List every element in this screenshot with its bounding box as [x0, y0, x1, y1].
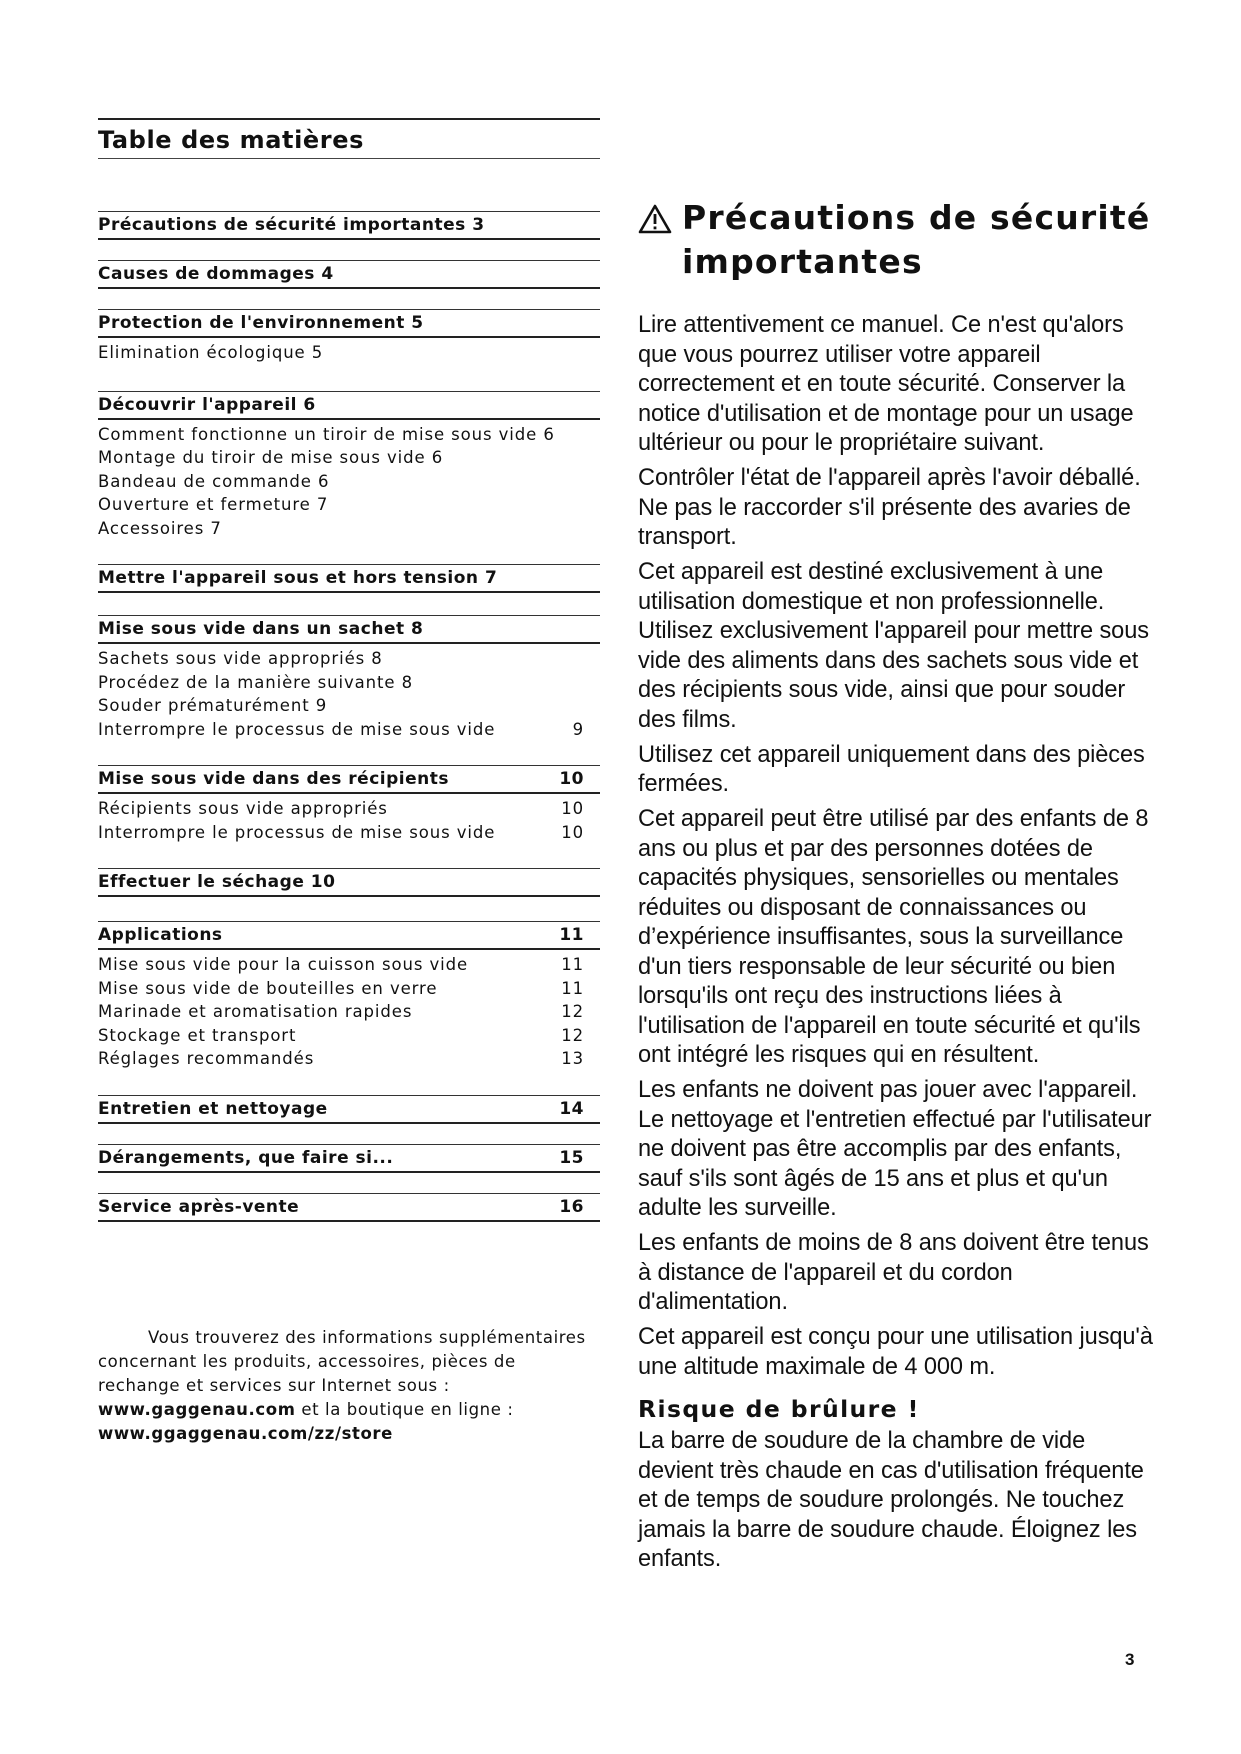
toc-section-heading[interactable]	[98, 392, 600, 420]
toc-section-title: Entretien et nettoyage	[98, 1098, 328, 1119]
toc-item-title: Récipients sous vide appropriés	[98, 799, 388, 818]
toc-section-title: Précautions de sécurité importantes 3	[98, 215, 485, 235]
toc-item-title: Comment fonctionne un tiroir de mise sous vide 6	[98, 424, 555, 444]
toc-section-page: 10	[559, 769, 584, 789]
body-paragraph: Cet appareil est conçu pour une utilisation jusqu'à une altitude maximale de 4 000 m.	[638, 1324, 1153, 1380]
body-paragraph: Cet appareil peut être utilisé par des enfants de 8 ans ou plus et par des personnes dotées de capacités physiques, sensorielles ou mentales réduites ou disposant de connaissances ou d’expérience insuffisantes, sous la surveillance d'un tiers responsable de leur sécurité ou bien lorsqu'ils ont reçu des instructions liées à l'utilisation de l'appareil en toute sécurité et qu'ils ont intégré les risques qui en résultent.	[638, 806, 1149, 1068]
safety-body	[638, 311, 1158, 1580]
toc-item[interactable]	[98, 517, 600, 541]
toc-section	[98, 564, 600, 593]
toc-item-title: Réglages recommandés	[98, 1049, 315, 1068]
toc-item-title: Interrompre le processus de mise sous vide	[98, 719, 496, 739]
toc-section-heading[interactable]	[98, 565, 600, 593]
section-heading	[638, 196, 1158, 284]
toc-item-title: Montage du tiroir de mise sous vide 6	[98, 448, 444, 467]
body-paragraph: Lire attentivement ce manuel. Ce n'est qu'alors que vous pourrez utiliser votre appareil correctement et en toute sécurité. Conserver la notice d'utilisation et de montage pour un usage ultérieur ou pour le propriétaire suivant.	[638, 312, 1134, 456]
toc-section-title: Protection de l'environnement 5	[98, 313, 424, 333]
toc-item-page: 11	[561, 978, 584, 998]
toc-section	[98, 765, 600, 844]
table-of-contents	[98, 211, 600, 1242]
toc-section	[98, 1095, 600, 1124]
toc-item-title: Elimination écologique 5	[98, 343, 324, 362]
toc-section-page: 15	[559, 1147, 584, 1168]
burn-risk-heading: Risque de brûlure !	[638, 1395, 920, 1423]
toc-subitems	[98, 794, 600, 844]
store-link[interactable]: www.ggaggenau.com/zz/store	[98, 1424, 393, 1443]
toc-section	[98, 615, 600, 741]
body-paragraph: Les enfants ne doivent pas jouer avec l'appareil. Le nettoyage et l'entretien effectué par l'utilisateur ne doivent pas être accomplis par des enfants, sauf s'ils sont âgés de 15 ans et plus et qu'un adulte les surveille.	[638, 1077, 1152, 1221]
toc-section	[98, 868, 600, 897]
toc-section-title: Découvrir l'appareil 6	[98, 394, 316, 415]
toc-item[interactable]	[98, 647, 600, 671]
toc-item-title: Accessoires 7	[98, 518, 222, 538]
toc-section-title: Mise sous vide dans des récipients	[98, 769, 449, 789]
toc-item[interactable]	[98, 446, 600, 470]
toc-subitems	[98, 644, 600, 741]
toc-item[interactable]	[98, 470, 600, 494]
toc-item-title: Bandeau de commande 6	[98, 471, 330, 491]
toc-section-title: Mettre l'appareil sous et hors tension 7	[98, 568, 498, 588]
toc-item[interactable]	[98, 821, 600, 845]
toc-item-page: 12	[561, 1002, 584, 1021]
toc-item-page: 10	[561, 822, 584, 842]
body-paragraph: Les enfants de moins de 8 ans doivent être tenus à distance de l'appareil et du cordon d'alimentation.	[638, 1230, 1149, 1315]
toc-item[interactable]	[98, 1024, 600, 1048]
toc-section-heading[interactable]	[98, 212, 600, 240]
toc-section-page: 11	[559, 925, 584, 945]
toc-section-title: Dérangements, que faire si...	[98, 1147, 394, 1168]
toc-section-title: Mise sous vide dans un sachet 8	[98, 619, 424, 639]
toc-section	[98, 260, 600, 289]
toc-item[interactable]	[98, 1047, 600, 1071]
toc-section-heading[interactable]	[98, 616, 600, 644]
toc-section-title: Applications	[98, 925, 223, 945]
toc-section-title: Causes de dommages 4	[98, 264, 334, 284]
body-paragraph: Cet appareil est destiné exclusivement à une utilisation domestique et non professionnelle. Utilisez exclusivement l'appareil pour mettre sous vide des aliments dans des sachets sous vide et des récipients sous vide, ainsi que pour souder des films.	[638, 559, 1149, 733]
toc-section	[98, 1144, 600, 1173]
toc-item[interactable]	[98, 493, 600, 517]
toc-section-page: 16	[559, 1196, 584, 1217]
toc-section	[98, 309, 600, 365]
toc-item-title: Souder prématurément 9	[98, 696, 328, 715]
toc-item[interactable]	[98, 977, 600, 1001]
toc-section-heading[interactable]	[98, 310, 600, 338]
toc-section-heading[interactable]	[98, 1096, 600, 1124]
toc-section-heading[interactable]	[98, 261, 600, 289]
toc-item-title: Interrompre le processus de mise sous vide	[98, 822, 496, 842]
section-heading-text: Précautions de sécurité importantes	[682, 198, 1151, 281]
toc-section	[98, 921, 600, 1071]
toc-item-page: 11	[561, 955, 584, 974]
toc-title: Table des matières	[98, 126, 364, 154]
toc-section	[98, 391, 600, 541]
toc-section-heading[interactable]	[98, 869, 600, 897]
body-paragraph: La barre de soudure de la chambre de vide devient très chaude en cas d'utilisation fréquente et de temps de soudure prolongés. Ne touchez jamais la barre de soudure chaude. Éloignez les enfants.	[638, 1428, 1144, 1572]
burn-risk-paragraphs	[638, 1427, 1158, 1575]
toc-subitems	[98, 338, 600, 365]
toc-item[interactable]	[98, 797, 600, 821]
toc-item[interactable]	[98, 1000, 600, 1024]
toc-section-page: 14	[559, 1098, 584, 1119]
toc-section-heading[interactable]	[98, 1194, 600, 1222]
toc-section-heading[interactable]	[98, 1145, 600, 1173]
toc-item-title: Ouverture et fermeture 7	[98, 495, 329, 514]
toc-header	[98, 118, 600, 159]
toc-section-heading[interactable]	[98, 922, 600, 950]
toc-item-title: Marinade et aromatisation rapides	[98, 1002, 413, 1021]
toc-item-page: 10	[561, 799, 584, 818]
toc-item-title: Mise sous vide pour la cuisson sous vide	[98, 955, 469, 974]
toc-section-title: Service après-vente	[98, 1196, 300, 1217]
toc-item[interactable]	[98, 423, 600, 447]
safety-paragraphs	[638, 311, 1158, 1382]
body-paragraph: Contrôler l'état de l'appareil après l'avoir déballé. Ne pas le raccorder s'il présente des avaries de transport.	[638, 465, 1141, 550]
toc-item-title: Stockage et transport	[98, 1025, 297, 1045]
page-number: 3	[1125, 1650, 1135, 1669]
info-text: Vous trouverez des informations supplémentaires concernant les produits, accessoires, pièces de rechange et services sur Internet sous :	[98, 1328, 586, 1395]
info-note	[98, 1326, 600, 1446]
toc-section	[98, 211, 600, 240]
toc-section-title: Effectuer le séchage 10	[98, 872, 336, 892]
toc-section-heading[interactable]	[98, 766, 600, 794]
toc-item-page: 9	[572, 719, 584, 739]
toc-item[interactable]	[98, 671, 600, 695]
toc-subitems	[98, 420, 600, 541]
body-paragraph: Utilisez cet appareil uniquement dans des pièces fermées.	[638, 741, 1145, 797]
toc-item[interactable]	[98, 694, 600, 718]
gaggenau-link[interactable]: www.gaggenau.com	[98, 1400, 296, 1419]
toc-item[interactable]	[98, 341, 600, 365]
toc-item-title: Procédez de la manière suivante 8	[98, 672, 413, 692]
toc-item-page: 13	[561, 1049, 584, 1068]
toc-section	[98, 1193, 600, 1222]
toc-subitems	[98, 950, 600, 1071]
toc-item-page: 12	[561, 1025, 584, 1045]
toc-item[interactable]	[98, 953, 600, 977]
toc-item-title: Sachets sous vide appropriés 8	[98, 649, 383, 668]
toc-item-title: Mise sous vide de bouteilles en verre	[98, 978, 438, 998]
toc-item[interactable]	[98, 718, 600, 742]
info-text-shop: et la boutique en ligne :	[295, 1400, 514, 1419]
